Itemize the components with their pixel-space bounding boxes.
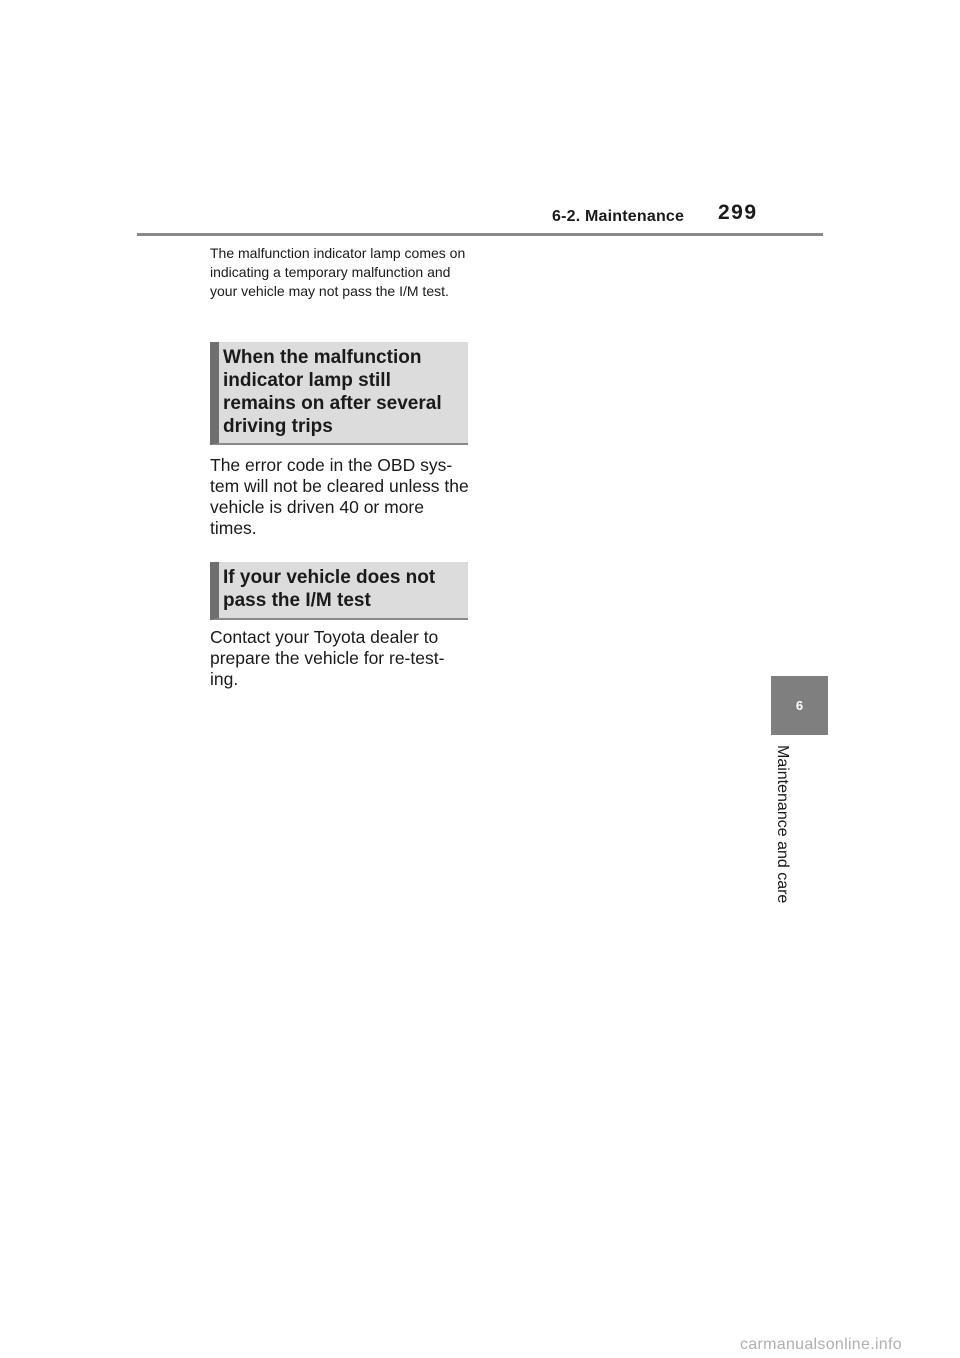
section-body: Contact your Toyota dealer to prepare the vehicle for re-test-ing. — [210, 627, 445, 689]
section-heading-box — [210, 342, 468, 445]
watermark: carmanualsonline.info — [740, 1336, 902, 1353]
section-heading: When the malfunction indicator lamp still remains on after several driving trips — [223, 347, 442, 437]
header-divider — [137, 233, 823, 236]
section-body: The error code in the OBD sys-tem will not be cleared unless the vehicle is driven 40 or more times. — [210, 455, 469, 538]
page-number: 299 — [718, 201, 758, 224]
chapter-number: 6 — [795, 698, 804, 713]
section-heading: If your vehicle does not pass the I/M test — [223, 567, 436, 611]
intro-paragraph: The malfunction indicator lamp comes on indicating a temporary malfunction and your vehicle may not pass the I/M test. — [210, 245, 466, 299]
section-title: 6-2. Maintenance — [552, 208, 685, 225]
chapter-label: Maintenance and care — [774, 745, 791, 904]
section-heading-box — [210, 562, 468, 620]
chapter-tab — [771, 676, 828, 735]
